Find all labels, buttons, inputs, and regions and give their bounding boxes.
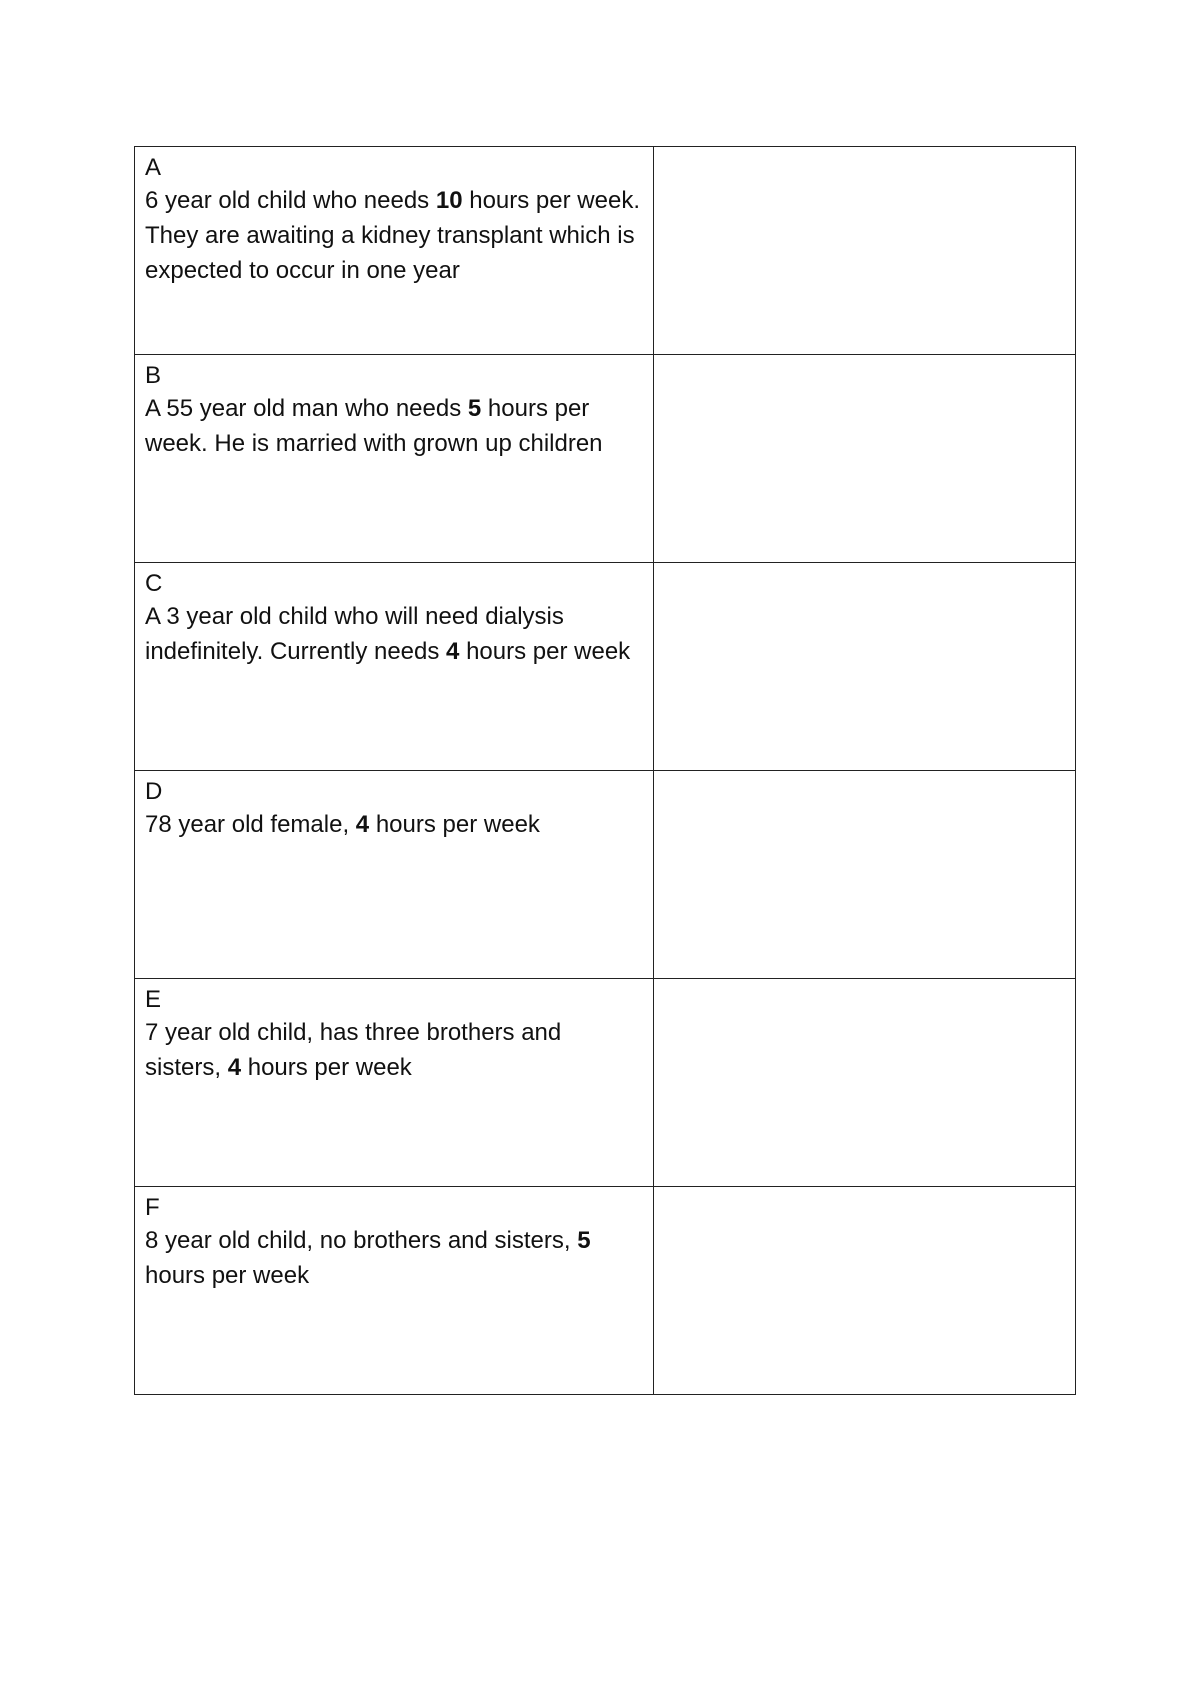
case-letter: A xyxy=(145,154,162,181)
table-row xyxy=(135,355,1076,563)
hours-value: 4 xyxy=(446,638,460,665)
case-letter: F xyxy=(145,1194,160,1221)
hours-value: 5 xyxy=(577,1227,591,1254)
case-description-cell xyxy=(135,1187,654,1395)
case-description: A 55 year old man who needs 5 hours per week. He is married with grown up children xyxy=(145,395,603,457)
table-row xyxy=(135,563,1076,771)
answer-cell[interactable] xyxy=(654,1187,1076,1395)
table-row xyxy=(135,147,1076,355)
case-letter: C xyxy=(145,570,163,597)
hours-value: 10 xyxy=(435,187,463,214)
case-description: A 3 year old child who will need dialysis indefinitely. Currently needs 4 hours per week xyxy=(145,603,631,665)
hours-value: 4 xyxy=(355,811,370,838)
case-description: 7 year old child, has three brothers and sisters, 4 hours per week xyxy=(145,1019,562,1081)
table-row xyxy=(135,979,1076,1187)
hours-value: 5 xyxy=(467,395,482,422)
table-row xyxy=(135,771,1076,979)
table-row xyxy=(135,1187,1076,1395)
answer-cell[interactable] xyxy=(654,771,1076,979)
case-letter: B xyxy=(145,362,162,389)
answer-cell[interactable] xyxy=(654,355,1076,563)
case-description-cell xyxy=(135,563,654,771)
patient-cases-table xyxy=(134,146,1076,1395)
case-description-cell xyxy=(135,147,654,355)
case-description: 6 year old child who needs 10 hours per week. They are awaiting a kidney transplant which is expected to occur in one year xyxy=(145,187,640,284)
answer-cell[interactable] xyxy=(654,147,1076,355)
case-description-cell xyxy=(135,979,654,1187)
hours-value: 4 xyxy=(227,1054,242,1081)
answer-cell[interactable] xyxy=(654,563,1076,771)
case-letter: E xyxy=(145,986,162,1013)
case-description-cell xyxy=(135,355,654,563)
case-description-cell xyxy=(135,771,654,979)
case-letter: D xyxy=(145,778,163,805)
case-description: 78 year old female, 4 hours per week xyxy=(145,811,540,838)
case-description: 8 year old child, no brothers and sisters, 5 hours per week xyxy=(145,1227,591,1289)
answer-cell[interactable] xyxy=(654,979,1076,1187)
